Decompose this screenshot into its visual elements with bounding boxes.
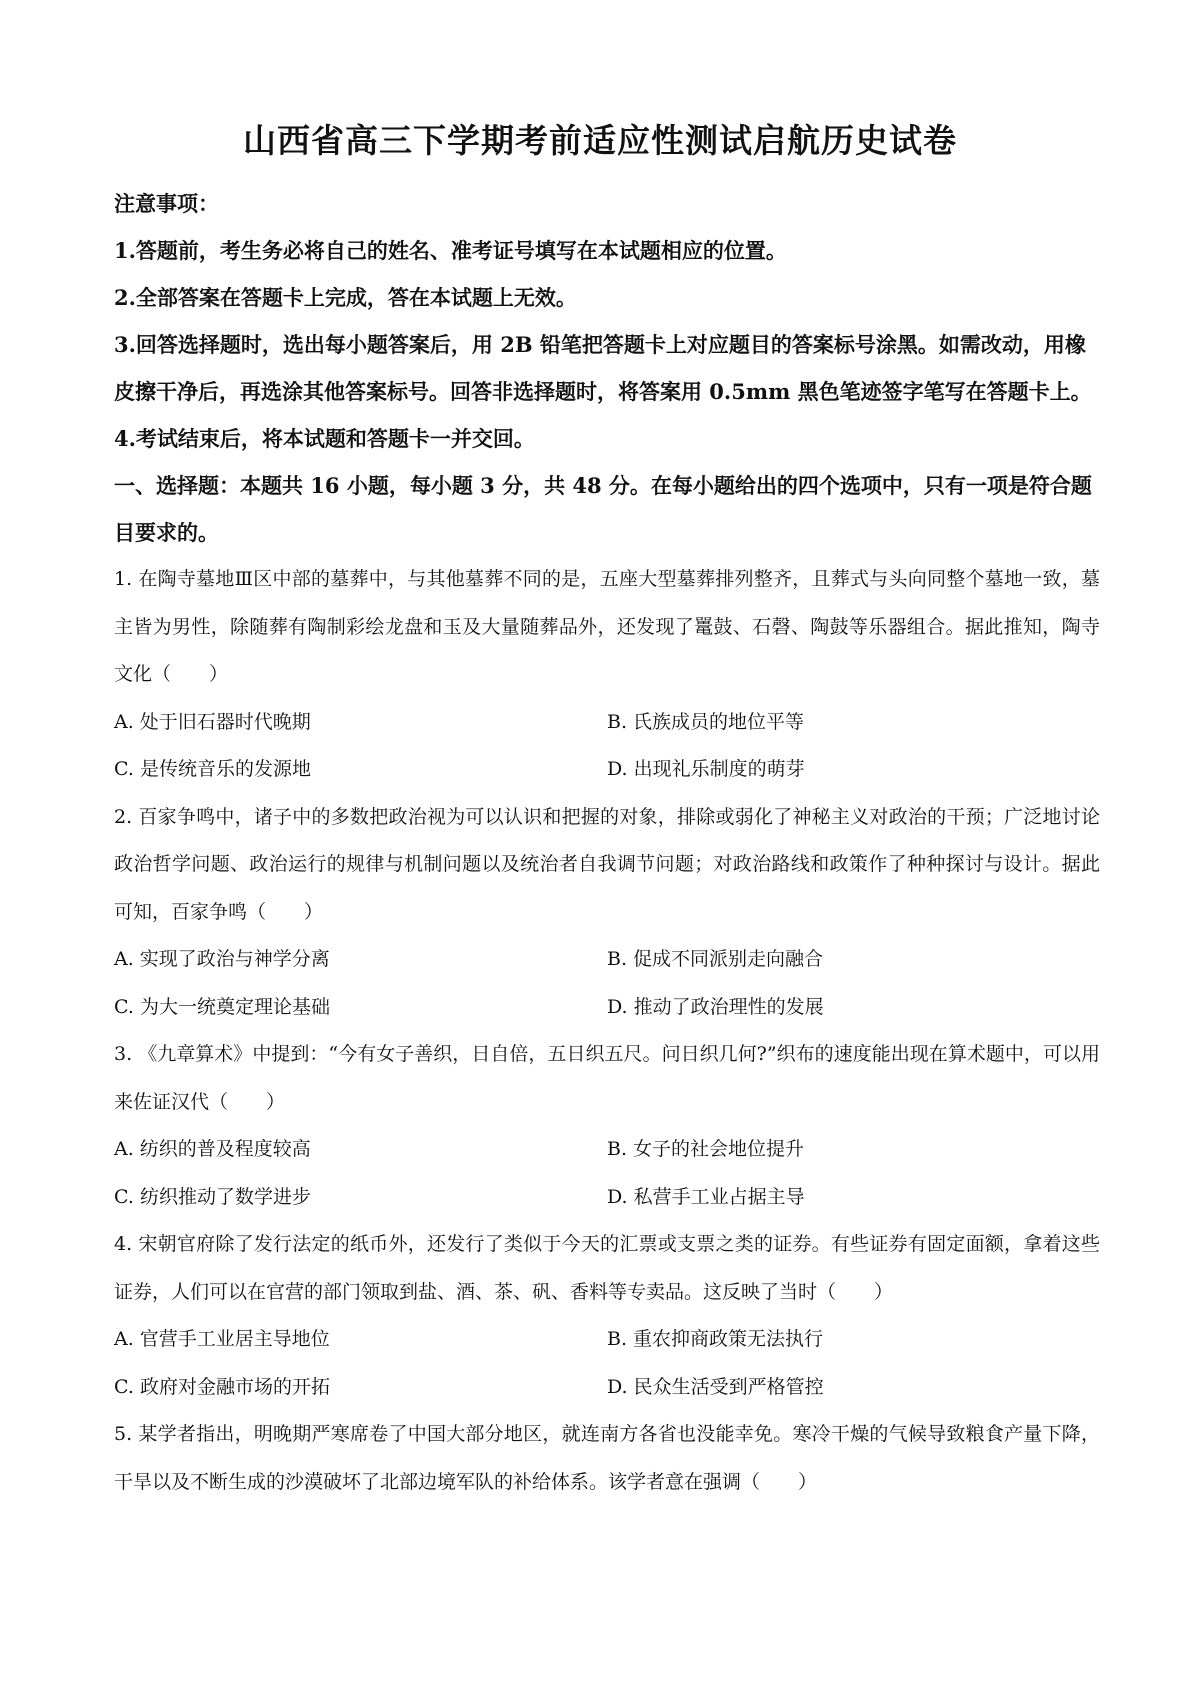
option-d: D. 推动了政治理性的发展: [607, 995, 824, 1018]
notice-item: 3.回答选择题时，选出每小题答案后，用 2B 铅笔把答题卡上对应题目的答案标号涂黑。如需改动，用橡皮擦干净后，再选涂其他答案标号。回答非选择题时，将答案用 0.5mm 黑色笔迹签字笔写在答题卡上。: [114, 332, 1092, 404]
option-c: C. 是传统音乐的发源地: [114, 758, 311, 780]
page-title: 山西省高三下学期考前适应性测试启航历史试卷: [243, 121, 957, 160]
option-b: B. 女子的社会地位提升: [607, 1138, 805, 1160]
option-d: D. 出现礼乐制度的萌芽: [607, 758, 805, 780]
question-2: [114, 794, 1100, 1032]
option-b: B. 重农抑商政策无法执行: [607, 1328, 824, 1350]
option-b: B. 氏族成员的地位平等: [607, 710, 805, 733]
option-a: A. 实现了政治与神学分离: [114, 948, 330, 970]
option-list: [114, 699, 1100, 794]
question-1: [114, 556, 1100, 794]
notice-item: 4.考试结束后，将本试题和答题卡一并交回。: [114, 426, 535, 451]
option-c: C. 为大一统奠定理论基础: [114, 995, 330, 1018]
question-4: [114, 1221, 1100, 1411]
option-list: [114, 936, 1100, 1031]
option-c: C. 政府对金融市场的开拓: [114, 1375, 330, 1398]
question-stem: 3. 《九章算术》中提到：“今有女子善织，日自倍，五日织五尺。问日织几何?”织布的速度能出现在算术题中，可以用来佐证汉代（ ）: [114, 1043, 1100, 1113]
notice-heading: 注意事项：: [114, 191, 219, 216]
exam-content: [114, 180, 1100, 1506]
notice-section: [114, 180, 1100, 462]
question-5: [114, 1411, 1100, 1506]
option-a: A. 官营手工业居主导地位: [114, 1328, 330, 1350]
section-title: 一、选择题：本题共 16 小题，每小题 3 分，共 48 分。在每小题给出的四个选项中，只有一项是符合题目要求的。: [114, 473, 1092, 545]
option-d: D. 私营手工业占据主导: [607, 1185, 805, 1208]
question-stem: 4. 宋朝官府除了发行法定的纸币外，还发行了类似于今天的汇票或支票之类的证券。有些证券有固定面额，拿着这些证券，人们可以在官营的部门领取到盐、酒、茶、矾、香料等专卖品。这反映了当时（ ）: [114, 1233, 1100, 1303]
question-3: [114, 1031, 1100, 1221]
option-b: B. 促成不同派别走向融合: [607, 948, 824, 970]
option-a: A. 纺织的普及程度较高: [114, 1138, 311, 1160]
option-list: [114, 1316, 1100, 1411]
question-stem: 2. 百家争鸣中，诸子中的多数把政治视为可以认识和把握的对象，排除或弱化了神秘主义对政治的干预；广泛地讨论政治哲学问题、政治运行的规律与机制问题以及统治者自我调节问题；对政治路线和政策作了种种探讨与设计。据此可知，百家争鸣（ ）: [114, 805, 1100, 923]
notice-item: 2.全部答案在答题卡上完成，答在本试题上无效。: [114, 285, 577, 310]
option-list: [114, 1126, 1100, 1221]
option-a: A. 处于旧石器时代晚期: [114, 710, 311, 733]
option-d: D. 民众生活受到严格管控: [607, 1375, 824, 1398]
notice-item: 1.答题前，考生务必将自己的姓名、准考证号填写在本试题相应的位置。: [114, 238, 787, 263]
question-stem: 1. 在陶寺墓地Ⅲ区中部的墓葬中，与其他墓葬不同的是，五座大型墓葬排列整齐，且葬式与头向同整个墓地一致，墓主皆为男性，除随葬有陶制彩绘龙盘和玉及大量随葬品外，还发现了鼍鼓、石磬、陶鼓等乐器组合。据此推知，陶寺文化（ ）: [114, 568, 1100, 685]
option-c: C. 纺织推动了数学进步: [114, 1185, 311, 1208]
question-stem: 5. 某学者指出，明晚期严寒席卷了中国大部分地区，就连南方各省也没能幸免。寒冷干燥的气候导致粮食产量下降，干旱以及不断生成的沙漠破坏了北部边境军队的补给体系。该学者意在强调（ ）: [114, 1423, 1100, 1493]
